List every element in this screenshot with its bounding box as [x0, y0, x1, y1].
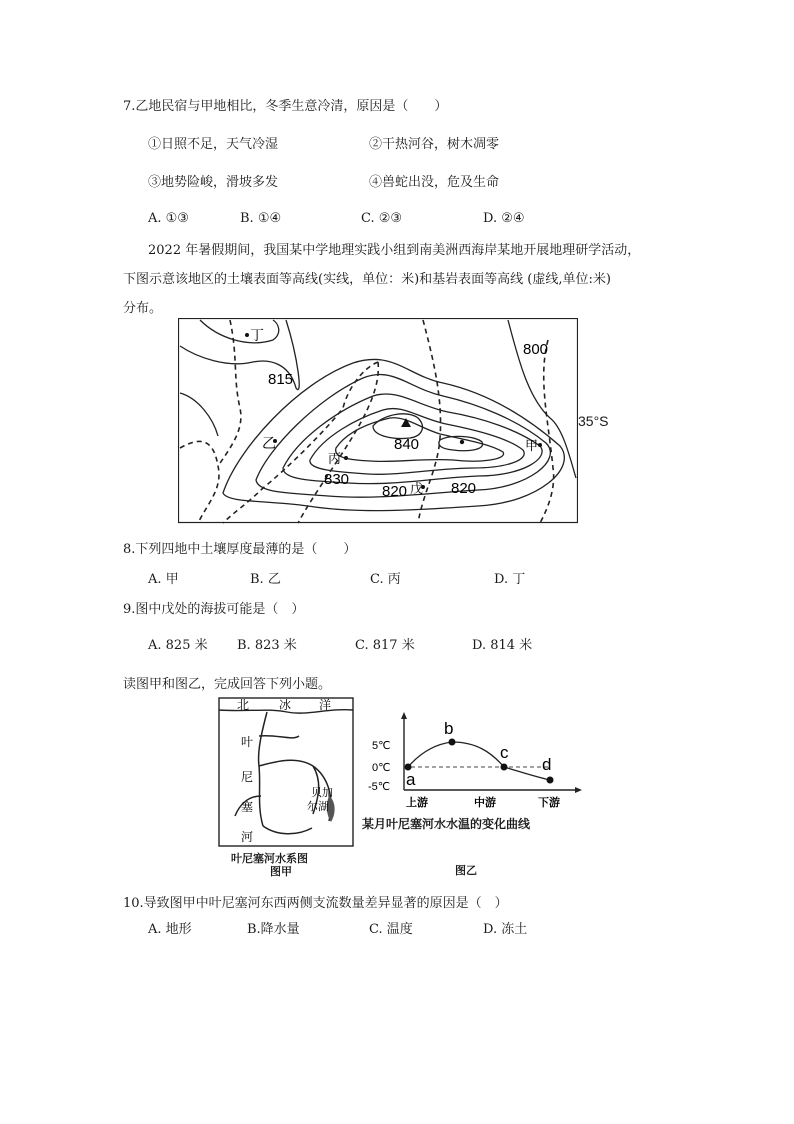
intro1-line3: 分布。: [123, 301, 163, 316]
fig-yi-label: 图乙: [455, 864, 477, 877]
q9-option-c[interactable]: C. 817 米: [355, 638, 415, 653]
fig-yi-caption: 某月叶尼塞河水水温的变化曲线: [362, 817, 531, 831]
intro2: 读图甲和图乙，完成回答下列小题。: [123, 677, 332, 692]
fig-jia-frame: [219, 698, 353, 846]
ocean-char-2: 冰: [279, 698, 292, 712]
q8-option-d[interactable]: D. 丁: [494, 572, 526, 587]
point-marker-icon: [460, 440, 464, 444]
fig-jia-label: 图甲: [270, 865, 292, 878]
x-label-midstream: 中游: [474, 797, 496, 809]
ocean-char-1: 北: [237, 698, 250, 712]
point-c-icon: [501, 764, 508, 771]
jia-dot-icon: [538, 443, 542, 447]
q7-option-a[interactable]: A. ①③: [148, 211, 189, 226]
temperature-curve: [408, 742, 550, 780]
label-bing: 丙: [328, 451, 342, 466]
label-815: 815: [268, 371, 294, 388]
ding-dot-icon: [245, 333, 249, 337]
point-b-icon: [449, 739, 456, 746]
fig-jia-caption: 叶尼塞河水系图: [231, 852, 308, 865]
label-840: 840: [394, 436, 420, 453]
q8-option-c[interactable]: C. 丙: [370, 572, 401, 587]
label-d: d: [542, 755, 552, 774]
river-char-2: 尼: [241, 770, 254, 784]
q7-item-3: ③地势险峻，滑坡多发: [148, 175, 279, 190]
q10-option-a[interactable]: A. 地形: [148, 922, 192, 937]
x-axis-arrow-icon: [575, 787, 582, 793]
intro1-line1: 2022 年暑假期间，我国某中学地理实践小组到南美洲西海岸某地开展地理研学活动，: [148, 243, 641, 258]
label-yi: 乙: [262, 435, 276, 451]
y-axis-arrow-icon: [401, 712, 407, 719]
q7-option-c[interactable]: C. ②③: [361, 211, 403, 226]
q10-option-d[interactable]: D. 冻土: [483, 922, 528, 937]
q10-option-c[interactable]: C. 温度: [369, 922, 413, 937]
lake-char-2: 尔湖: [307, 801, 329, 813]
q7-option-b[interactable]: B. ①④: [240, 211, 282, 226]
intro1-line2: 下图示意该地区的土壤表面等高线(实线，单位：米)和基岩表面等高线 (虚线,单位:米): [123, 272, 611, 287]
label-a: a: [406, 770, 416, 789]
bing-dot-icon: [344, 456, 348, 460]
lake-char-1: 贝加: [311, 787, 333, 799]
y-label-neg5: -5℃: [368, 781, 391, 793]
q10-stem: 10.导致图甲中叶尼塞河东西两侧支流数量差异显著的原因是（ ）: [123, 896, 508, 911]
label-800: 800: [523, 341, 549, 358]
y-label-5: 5℃: [372, 740, 391, 752]
label-c: c: [500, 743, 509, 762]
x-label-downstream: 下游: [538, 797, 560, 809]
latitude-label: 35°S: [578, 413, 609, 429]
q7-option-d[interactable]: D. ②④: [483, 211, 525, 226]
y-label-0: 0℃: [372, 762, 391, 774]
label-jia: 甲: [525, 438, 539, 453]
label-wu: 戊: [410, 481, 424, 496]
q10-option-b[interactable]: B.降水量: [247, 922, 300, 937]
label-820-left: 820: [382, 483, 408, 500]
q7-item-2: ②干热河谷，树木凋零: [369, 137, 500, 152]
label-ding: 丁: [250, 327, 264, 343]
q7-stem: 7.乙地民宿与甲地相比，冬季生意冷清，原因是（ ）: [123, 99, 448, 114]
q9-option-b[interactable]: B. 823 米: [237, 638, 297, 653]
q7-item-4: ④兽蛇出没，危及生命: [369, 175, 500, 190]
river-char-1: 叶: [241, 735, 254, 749]
point-d-icon: [547, 777, 554, 784]
fig-yi-chart: [366, 712, 586, 812]
q8-stem: 8.下列四地中土壤厚度最薄的是（ ）: [123, 542, 357, 557]
q8-option-a[interactable]: A. 甲: [148, 572, 179, 587]
fig-jia-map: [217, 696, 355, 848]
x-label-upstream: 上游: [406, 797, 428, 809]
q9-option-d[interactable]: D. 814 米: [472, 638, 533, 653]
river-char-3: 塞: [241, 800, 254, 814]
label-830: 830: [324, 471, 350, 488]
q9-stem: 9.图中戊处的海拔可能是（ ）: [123, 602, 305, 617]
label-b: b: [444, 719, 454, 738]
q8-option-b[interactable]: B. 乙: [250, 572, 281, 587]
river-char-4: 河: [241, 830, 254, 844]
q7-item-1: ①日照不足，天气冷湿: [148, 137, 279, 152]
ocean-char-3: 洋: [319, 698, 332, 712]
contour-map-frame: [179, 319, 578, 523]
q9-option-a[interactable]: A. 825 米: [148, 638, 208, 653]
label-820-right: 820: [451, 480, 477, 497]
contour-map: [178, 318, 578, 524]
